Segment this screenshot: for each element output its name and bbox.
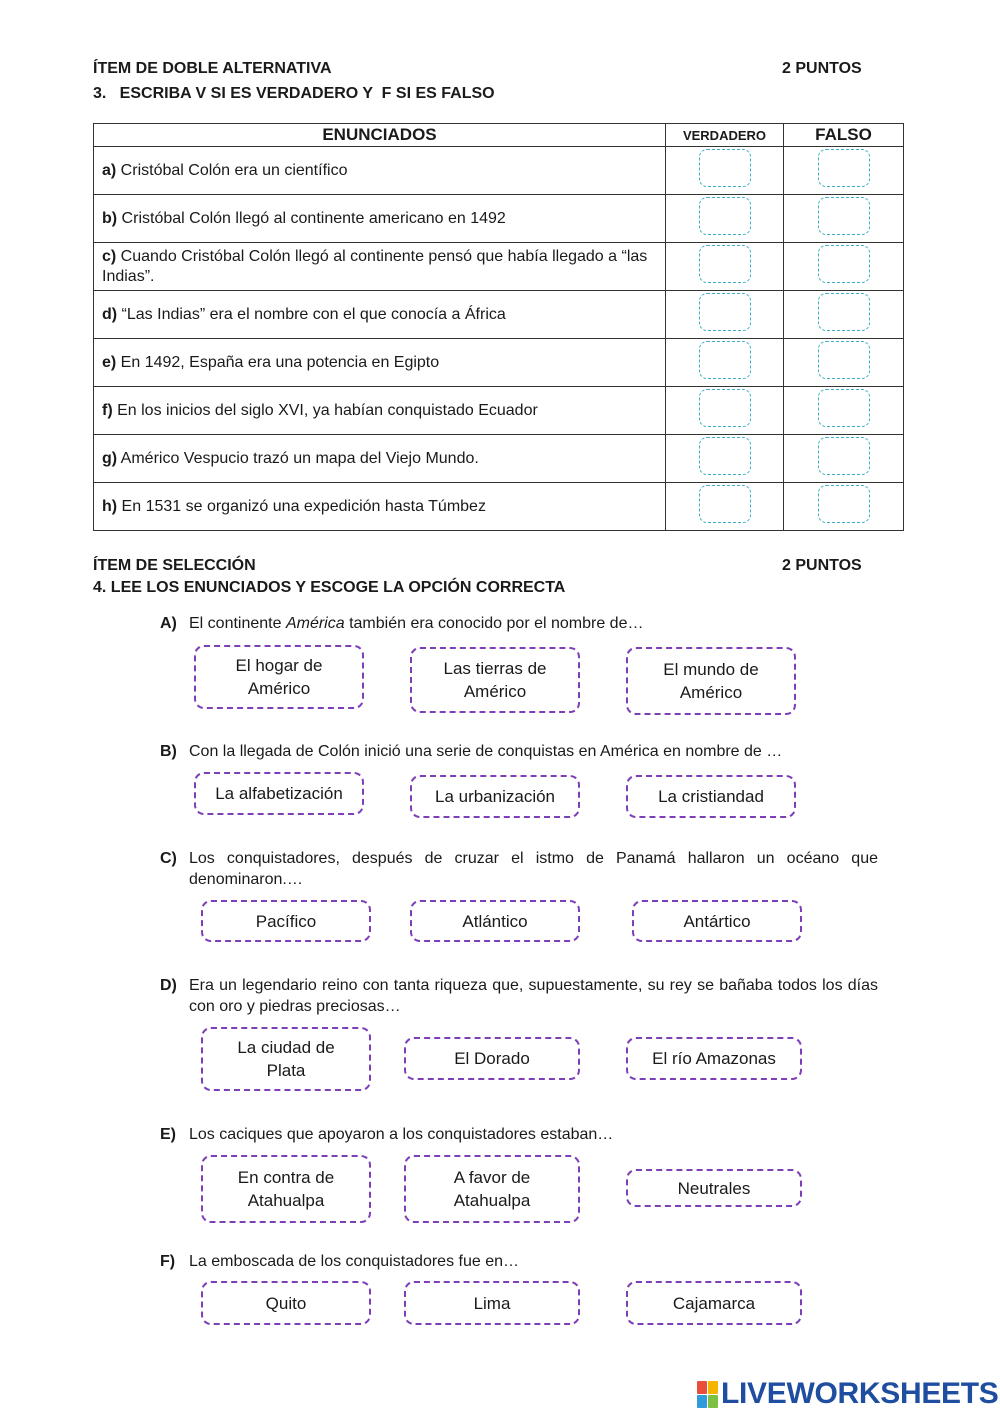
logo-text: LIVEWORKSHEETS xyxy=(721,1377,999,1410)
option-button[interactable]: Las tierras de Américo xyxy=(410,647,580,713)
question-label: C) xyxy=(160,850,177,867)
option-button[interactable]: La ciudad de Plata xyxy=(201,1027,371,1091)
statement-cell: h) En 1531 se organizó una expedición hasta Túmbez xyxy=(94,483,666,531)
verdadero-answer-box[interactable] xyxy=(699,389,751,427)
falso-cell xyxy=(784,483,904,531)
verdadero-answer-box[interactable] xyxy=(699,341,751,379)
verdadero-cell xyxy=(666,243,784,291)
question-text: El continente América también era conocido por el nombre de… xyxy=(189,615,644,632)
question-b xyxy=(160,741,878,762)
section4-title: ÍTEM DE SELECCIÓN xyxy=(93,557,256,574)
question-text: Los caciques que apoyaron a los conquistadores estaban… xyxy=(189,1126,614,1143)
falso-answer-box[interactable] xyxy=(818,437,870,475)
falso-cell xyxy=(784,339,904,387)
question-label: B) xyxy=(160,743,177,760)
verdadero-cell xyxy=(666,147,784,195)
question-c xyxy=(160,848,878,890)
table-row xyxy=(94,387,904,435)
table-row xyxy=(94,195,904,243)
falso-answer-box[interactable] xyxy=(818,149,870,187)
option-button[interactable]: El mundo de Américo xyxy=(626,647,796,715)
verdadero-cell xyxy=(666,195,784,243)
table-row xyxy=(94,483,904,531)
option-button[interactable]: Neutrales xyxy=(626,1169,802,1207)
section4-points: 2 PUNTOS xyxy=(782,557,862,574)
falso-cell xyxy=(784,195,904,243)
table-row xyxy=(94,291,904,339)
statement-cell: d) “Las Indias” era el nombre con el que conocía a África xyxy=(94,291,666,339)
falso-answer-box[interactable] xyxy=(818,389,870,427)
section3-title: ÍTEM DE DOBLE ALTERNATIVA xyxy=(93,60,332,77)
section4-instruction: 4. LEE LOS ENUNCIADOS Y ESCOGE LA OPCIÓN CORRECTA xyxy=(93,579,566,596)
falso-answer-box[interactable] xyxy=(818,341,870,379)
table-row xyxy=(94,339,904,387)
verdadero-answer-box[interactable] xyxy=(699,293,751,331)
falso-answer-box[interactable] xyxy=(818,245,870,283)
option-button[interactable]: El río Amazonas xyxy=(626,1037,802,1080)
question-a xyxy=(160,613,878,634)
verdadero-cell xyxy=(666,291,784,339)
verdadero-answer-box[interactable] xyxy=(699,149,751,187)
option-button[interactable]: Quito xyxy=(201,1281,371,1325)
header-falso: FALSO xyxy=(784,124,904,147)
liveworksheets-logo xyxy=(697,1377,999,1411)
option-button[interactable]: El hogar de Américo xyxy=(194,645,364,709)
falso-cell xyxy=(784,387,904,435)
verdadero-answer-box[interactable] xyxy=(699,245,751,283)
statement-cell: g) Américo Vespucio trazó un mapa del Viejo Mundo. xyxy=(94,435,666,483)
option-button[interactable]: Atlántico xyxy=(410,900,580,942)
option-button[interactable]: La cristiandad xyxy=(626,775,796,818)
question-text: La emboscada de los conquistadores fue en… xyxy=(189,1253,519,1270)
section3-points: 2 PUNTOS xyxy=(782,60,862,77)
question-f xyxy=(160,1251,878,1272)
question-label: E) xyxy=(160,1126,176,1143)
option-button[interactable]: La alfabetización xyxy=(194,772,364,815)
question-d xyxy=(160,975,878,1017)
question-text: Era un legendario reino con tanta riqueza que, supuestamente, su rey se bañaba todos los días con oro y piedras preciosas… xyxy=(189,977,878,1015)
logo-mark-icon xyxy=(697,1381,718,1408)
option-button[interactable]: La urbanización xyxy=(410,775,580,818)
table-row xyxy=(94,147,904,195)
falso-answer-box[interactable] xyxy=(818,197,870,235)
option-button[interactable]: Lima xyxy=(404,1281,580,1325)
table-row xyxy=(94,243,904,291)
question-label: D) xyxy=(160,977,177,994)
option-button[interactable]: En contra de Atahualpa xyxy=(201,1155,371,1223)
statement-cell: f) En los inicios del siglo XVI, ya habían conquistado Ecuador xyxy=(94,387,666,435)
falso-cell xyxy=(784,291,904,339)
header-enunciados: ENUNCIADOS xyxy=(94,124,666,147)
question-e xyxy=(160,1124,878,1145)
section3-instruction: 3. ESCRIBA V SI ES VERDADERO Y F SI ES FALSO xyxy=(93,85,495,102)
statement-cell: a) Cristóbal Colón era un científico xyxy=(94,147,666,195)
option-button[interactable]: Pacífico xyxy=(201,900,371,942)
question-text: Con la llegada de Colón inició una serie de conquistas en América en nombre de … xyxy=(189,743,783,760)
true-false-table xyxy=(93,123,904,531)
statement-cell: e) En 1492, España era una potencia en Egipto xyxy=(94,339,666,387)
question-text: Los conquistadores, después de cruzar el istmo de Panamá hallaron un océano que denominaron.… xyxy=(189,850,878,888)
verdadero-answer-box[interactable] xyxy=(699,485,751,523)
verdadero-cell xyxy=(666,435,784,483)
statement-cell: b) Cristóbal Colón llegó al continente americano en 1492 xyxy=(94,195,666,243)
option-button[interactable]: Antártico xyxy=(632,900,802,942)
option-button[interactable]: El Dorado xyxy=(404,1037,580,1080)
question-label: F) xyxy=(160,1253,176,1270)
option-button[interactable]: Cajamarca xyxy=(626,1281,802,1325)
verdadero-cell xyxy=(666,387,784,435)
statement-cell: c) Cuando Cristóbal Colón llegó al continente pensó que había llegado a “las Indias”. xyxy=(94,243,666,291)
verdadero-cell xyxy=(666,339,784,387)
falso-answer-box[interactable] xyxy=(818,485,870,523)
header-verdadero: VERDADERO xyxy=(666,124,784,147)
falso-answer-box[interactable] xyxy=(818,293,870,331)
verdadero-cell xyxy=(666,483,784,531)
verdadero-answer-box[interactable] xyxy=(699,437,751,475)
falso-cell xyxy=(784,243,904,291)
table-row xyxy=(94,435,904,483)
table-header-row xyxy=(94,124,904,147)
falso-cell xyxy=(784,435,904,483)
verdadero-answer-box[interactable] xyxy=(699,197,751,235)
falso-cell xyxy=(784,147,904,195)
option-button[interactable]: A favor de Atahualpa xyxy=(404,1155,580,1223)
question-label: A) xyxy=(160,615,177,632)
